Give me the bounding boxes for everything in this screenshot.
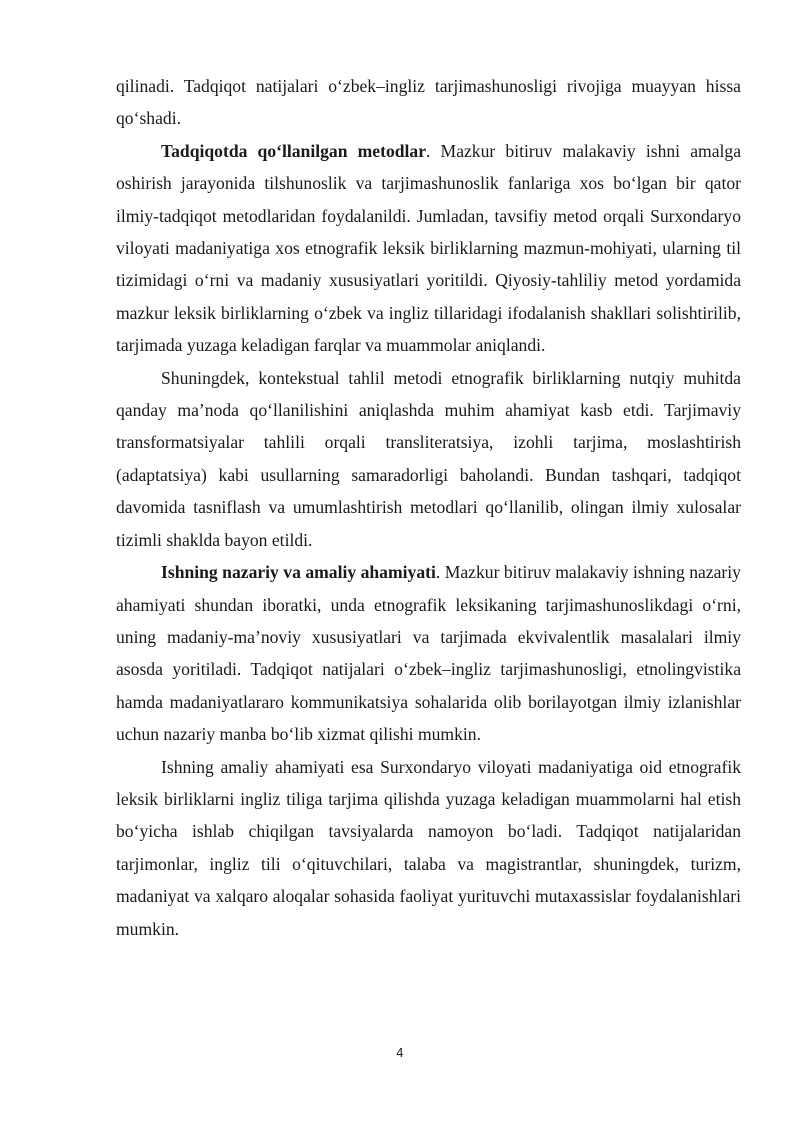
page-number: 4 <box>396 1046 404 1060</box>
section-heading-significance: Ishning nazariy va amaliy ahamiyati <box>161 562 436 583</box>
paragraph-methods <box>116 135 741 362</box>
paragraph-significance <box>116 556 741 750</box>
paragraph-text: . Mazkur bitiruv malakaviy ishni amalga oshirish jarayonida tilshunoslik va tarjimashunoslik fanlariga xos bo‘lgan bir qator ilmiy-tadqiqot metodlaridan foydalanildi. Jumladan, tavsifiy metod orqali Surxondaryo viloyati madaniyatiga xos etnografik leksik birliklarning mazmun-mohiyati, ularning til tizimidagi o‘rni va madaniy xususiyatlari yoritildi. Qiyosiy-tahliliy metod yordamida mazkur leksik birliklarning o‘zbek va ingliz tillaridagi ifodalanish shakllari solishtirilib, tarjimada yuzaga keladigan farqlar va muammolar aniqlandi. <box>116 140 741 356</box>
document-page <box>116 70 741 945</box>
paragraph-text: qilinadi. Tadqiqot natijalari o‘zbek–ingliz tarjimashunosligi rivojiga muayyan hissa qo‘shadi. <box>116 76 741 129</box>
paragraph-text: . Mazkur bitiruv malakaviy ishning nazariy ahamiyati shundan iboratki, unda etnografik leksikaning tarjimashunoslikdagi o‘rni, uning madaniy-ma’noviy xususiyatlari va tarjimada ekvivalentlik masalalari ilmiy asosda yoritiladi. Tadqiqot natijalari o‘zbek–ingliz tarjimashunosligi, etnolingvistika hamda madaniyatlararo kommunikatsiya sohalarida olib borilayotgan ilmiy izlanishlar uchun nazariy manba bo‘lib xizmat qilishi mumkin. <box>116 562 741 745</box>
paragraph-context-analysis <box>116 362 741 556</box>
paragraph-practical-significance <box>116 751 741 945</box>
paragraph-text: Ishning amaliy ahamiyati esa Surxondaryo viloyati madaniyatiga oid etnografik leksik birliklarni ingliz tiliga tarjima qilishda yuzaga keladigan muammolarni hal etish bo‘yicha ishlab chiqilgan tavsiyalarda namoyon bo‘ladi. Tadqiqot natijalaridan tarjimonlar, ingliz tili o‘qituvchilari, talaba va magistrantlar, shuningdek, turizm, madaniyat va xalqaro aloqalar sohasida faoliyat yurituvchi mutaxassislar foydalanishlari mumkin. <box>116 756 741 939</box>
paragraph-continuation <box>116 70 741 135</box>
section-heading-methods: Tadqiqotda qo‘llanilgan metodlar <box>161 140 427 161</box>
paragraph-text: Shuningdek, kontekstual tahlil metodi etnografik birliklarning nutqiy muhitda qanday ma’noda qo‘llanilishini aniqlashda muhim ahamiyat kasb etdi. Tarjimaviy transformatsiyalar tahlili orqali transliteratsiya, izohli tarjima, moslashtirish (adaptatsiya) kabi usullarning samaradorligi baholandi. Bundan tashqari, tadqiqot davomida tasniflash va umumlashtirish metodlari qo‘llanilib, olingan ilmiy xulosalar tizimli shaklda bayon etildi. <box>116 367 741 550</box>
